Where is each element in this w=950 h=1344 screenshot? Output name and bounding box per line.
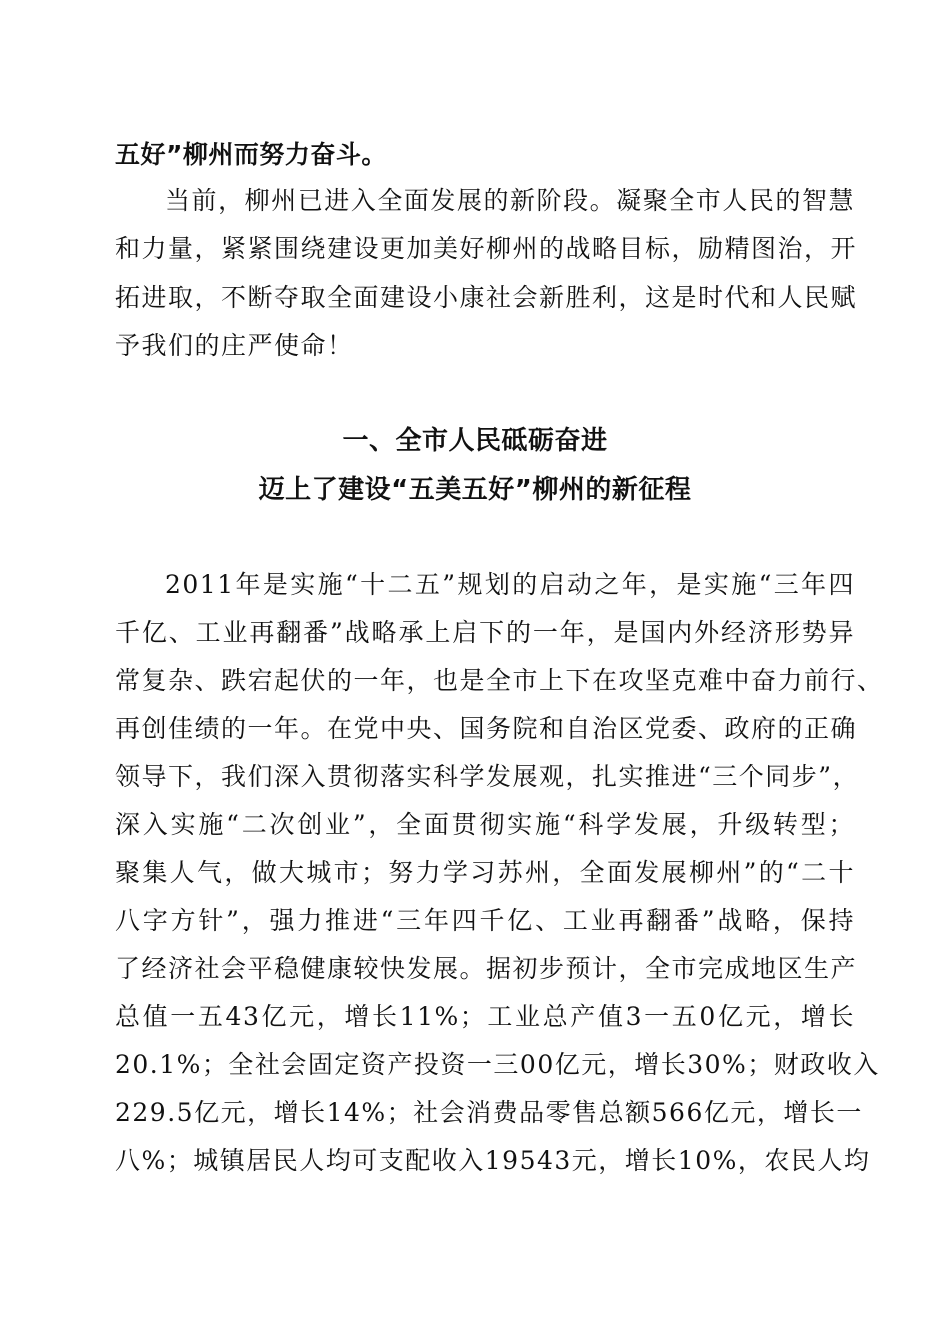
intro-line: 拓进取，不断夺取全面建设小康社会新胜利，这是时代和人民赋 [115,283,858,312]
body-line: 2011年是实施“十二五”规划的启动之年，是实施“三年四 [165,570,855,599]
intro-line: 和力量，紧紧围绕建设更加美好柳州的战略目标，励精图治，开 [115,234,858,263]
body-line: 八%；城镇居民人均可支配收入19543元，增长10%，农民人均 [115,1146,871,1175]
body-line: 领导下，我们深入贯彻落实科学发展观，扎实推进“三个同步”， [115,762,860,791]
intro-line: 当前，柳州已进入全面发展的新阶段。凝聚全市人民的智慧 [165,186,855,215]
body-line: 20.1%；全社会固定资产投资一三00亿元，增长30%；财政收入 [115,1050,880,1079]
body-line: 常复杂、跌宕起伏的一年，也是全市上下在攻坚克难中奋力前行、 [115,666,884,695]
body-line: 八字方针”，强力推进“三年四千亿、工业再翻番”战略，保持 [115,906,855,935]
intro-line: 予我们的庄严使命！ [115,331,354,360]
intro-line: 五好”柳州而努力奋斗。 [115,140,387,169]
section-title-line2: 迈上了建设“五美五好”柳州的新征程 [258,475,692,505]
body-line: 总值一五43亿元，增长11%；工业总产值3一五0亿元，增长 [115,1002,855,1031]
body-line: 千亿、工业再翻番”战略承上启下的一年，是国内外经济形势异 [115,618,855,647]
body-line: 了经济社会平稳健康较快发展。据初步预计，全市完成地区生产 [115,954,858,983]
body-line: 深入实施“二次创业”，全面贯彻实施“科学发展，升级转型； [115,810,855,839]
body-line: 聚集人气，做大城市；努力学习苏州，全面发展柳州”的“二十 [115,858,855,887]
section-title-line1: 一、全市人民砥砺奋进 [342,426,608,456]
body-line: 再创佳绩的一年。在党中央、国务院和自治区党委、政府的正确 [115,714,858,743]
body-line: 229.5亿元，增长14%；社会消费品零售总额566亿元，增长一 [115,1098,863,1127]
